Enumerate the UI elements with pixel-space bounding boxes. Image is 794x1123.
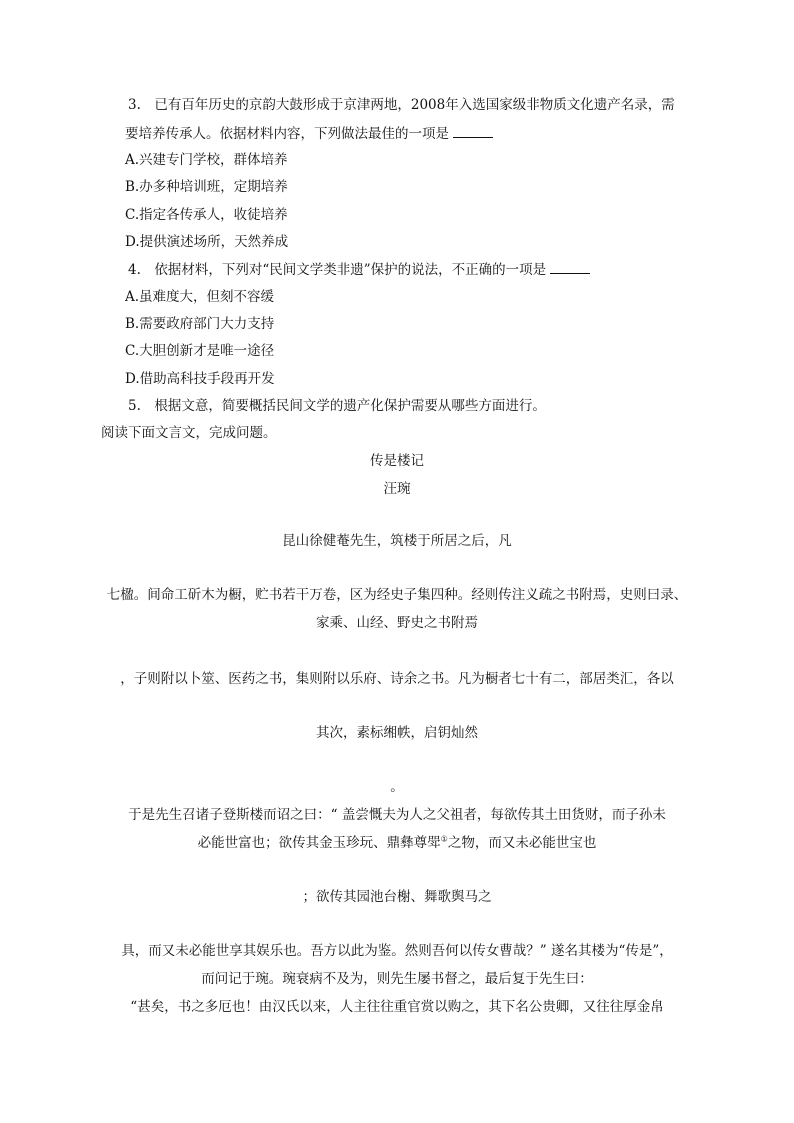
q3-line2 (125, 125, 493, 142)
passage-line: 其次，素标缃帙，启钥灿然 (316, 725, 478, 741)
q4-option-d: D.借助高科技手段再开发 (125, 371, 275, 387)
q3-option-d: D.提供演述场所，天然养成 (125, 234, 289, 250)
q4-option-b: B.需要政府部门大力支持 (125, 316, 275, 332)
passage-line: ，子则附以卜筮、医药之书，集则附以乐府、诗余之书。凡为橱者七十有二，部居类汇，各以 (120, 671, 674, 687)
q3-option-b: B.办多种培训班，定期培养 (125, 179, 288, 195)
passage-title: 传是楼记 (370, 453, 424, 469)
q4-option-a: A.虽难度大，但刻不容缓 (125, 289, 275, 305)
footnote-marker: ① (440, 834, 448, 844)
passage-line: 七楹。间命工斫木为橱，贮书若干万卷，区为经史子集四种。经则传注义疏之书附焉，史则曰录、 (106, 587, 688, 603)
q4-line1 (128, 261, 590, 278)
passage-line: 具，而又未必能世享其娱乐也。吾方以此为鉴。然则吾何以传女曹哉？” 遂名其楼为“传是”， (121, 943, 673, 959)
q5-line1: 5. 根据文意，简要概括民间文学的遗产化保护需要从哪些方面进行。 (128, 398, 546, 414)
q3-option-a: A.兴建专门学校，群体培养 (125, 152, 288, 168)
passage-line: 。 (390, 779, 404, 795)
passage-text: 之物，而又未必能世宝也 (447, 835, 597, 851)
answer-blank (550, 261, 590, 274)
reading-instruction: 阅读下面文言文，完成问题。 (101, 425, 277, 441)
passage-line: ；欲传其园池台榭、舞歌舆马之 (302, 889, 492, 905)
passage-line (0, 835, 794, 851)
passage-line: 家乘、山经、野史之书附焉 (316, 615, 478, 631)
passage-line: 昆山徐健菴先生，筑楼于所居之后，凡 (282, 533, 512, 549)
passage-line: 而问记于琬。琬衰病不及为，则先生屡书督之，最后复于先生曰： (201, 971, 593, 987)
q4-stem-text: 4. 依据材料，下列对“民间文学类非遗”保护的说法，不正确的一项是 (128, 262, 547, 278)
answer-blank (453, 125, 493, 138)
passage-author: 汪琬 (383, 481, 411, 497)
q3-line1: 3. 已有百年历史的京韵大鼓形成于京津两地，2008年入选国家级非物质文化遗产名录，需 (128, 97, 675, 113)
q3-stem-text: 要培养传承人。依据材料内容，下列做法最佳的一项是 (125, 126, 449, 142)
q3-option-c: C.指定各传承人，收徒培养 (125, 207, 288, 223)
passage-line: 于是先生召诸子登斯楼而诏之曰：“ 盖尝慨夫为人之父祖者，每欲传其土田货财，而子孙未 (128, 807, 666, 823)
passage-text: 必能世富也；欲传其金玉珍玩、鼎彝尊斝 (197, 835, 441, 851)
q4-option-c: C.大胆创新才是唯一途径 (125, 343, 275, 359)
passage-line: “甚矣，书之多厄也！由汉氏以来，人主往往重官赏以购之，其下名公贵卿，又往往厚金帛 (130, 999, 664, 1015)
